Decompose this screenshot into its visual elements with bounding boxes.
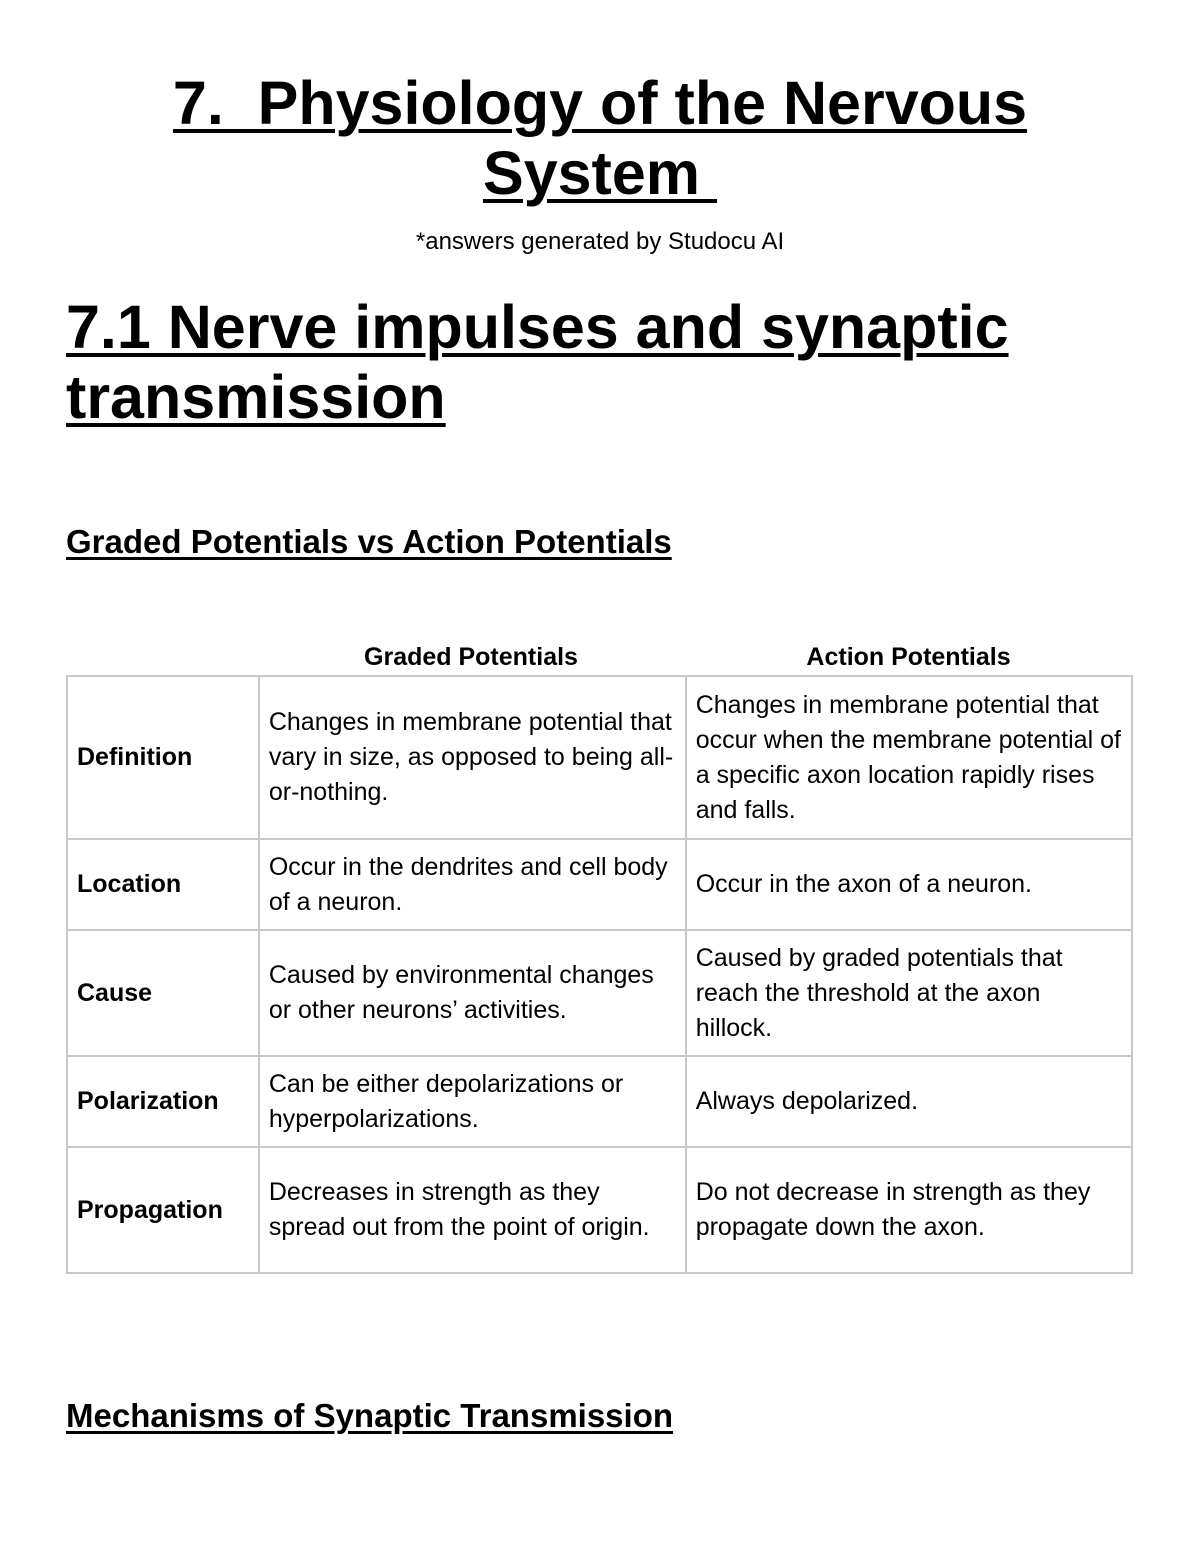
document-title [0,68,1200,208]
cell-action-location: Occur in the axon of a neuron. [686,839,1132,930]
ai-answers-note: *answers generated by Studocu AI [415,228,785,255]
table-row [67,839,1132,930]
table-row [67,1147,1132,1273]
cell-graded-polarization: Can be either depolarizations or hyperpolarizations. [259,1056,686,1147]
row-label-definition: Definition [67,676,259,839]
row-label-polarization: Polarization [67,1056,259,1147]
comparison-table [66,675,1133,1274]
comparison-heading: Graded Potentials vs Action Potentials [66,523,672,560]
cell-graded-cause: Caused by environmental changes or other neurons’ activities. [259,930,686,1056]
document-title-line-1: 7. Physiology of the Nervous [172,69,1028,137]
cell-graded-location: Occur in the dendrites and cell body of a neuron. [259,839,686,930]
section-heading: 7.1 Nerve impulses and synaptic transmission [66,293,1009,431]
table-row [67,676,1132,839]
table-row [67,930,1132,1056]
document-title-line-2: System [483,139,717,207]
row-label-propagation: Propagation [67,1147,259,1273]
cell-action-propagation: Do not decrease in strength as they propagate down the axon. [686,1147,1132,1273]
cell-action-definition: Changes in membrane potential that occur when the membrane potential of a specific axon location rapidly rises and falls. [686,676,1132,839]
table-column-headers [0,640,1200,674]
row-label-location: Location [67,839,259,930]
mechanisms-heading: Mechanisms of Synaptic Transmission [66,1397,674,1434]
column-header-action: Action Potentials [806,643,1011,671]
column-header-graded: Graded Potentials [364,643,578,671]
cell-action-polarization: Always depolarized. [686,1056,1132,1147]
cell-graded-definition: Changes in membrane potential that vary in size, as opposed to being all-or-nothing. [259,676,686,839]
cell-action-cause: Caused by graded potentials that reach the threshold at the axon hillock. [686,930,1132,1056]
table-row [67,1056,1132,1147]
cell-graded-propagation: Decreases in strength as they spread out from the point of origin. [259,1147,686,1273]
row-label-cause: Cause [67,930,259,1056]
